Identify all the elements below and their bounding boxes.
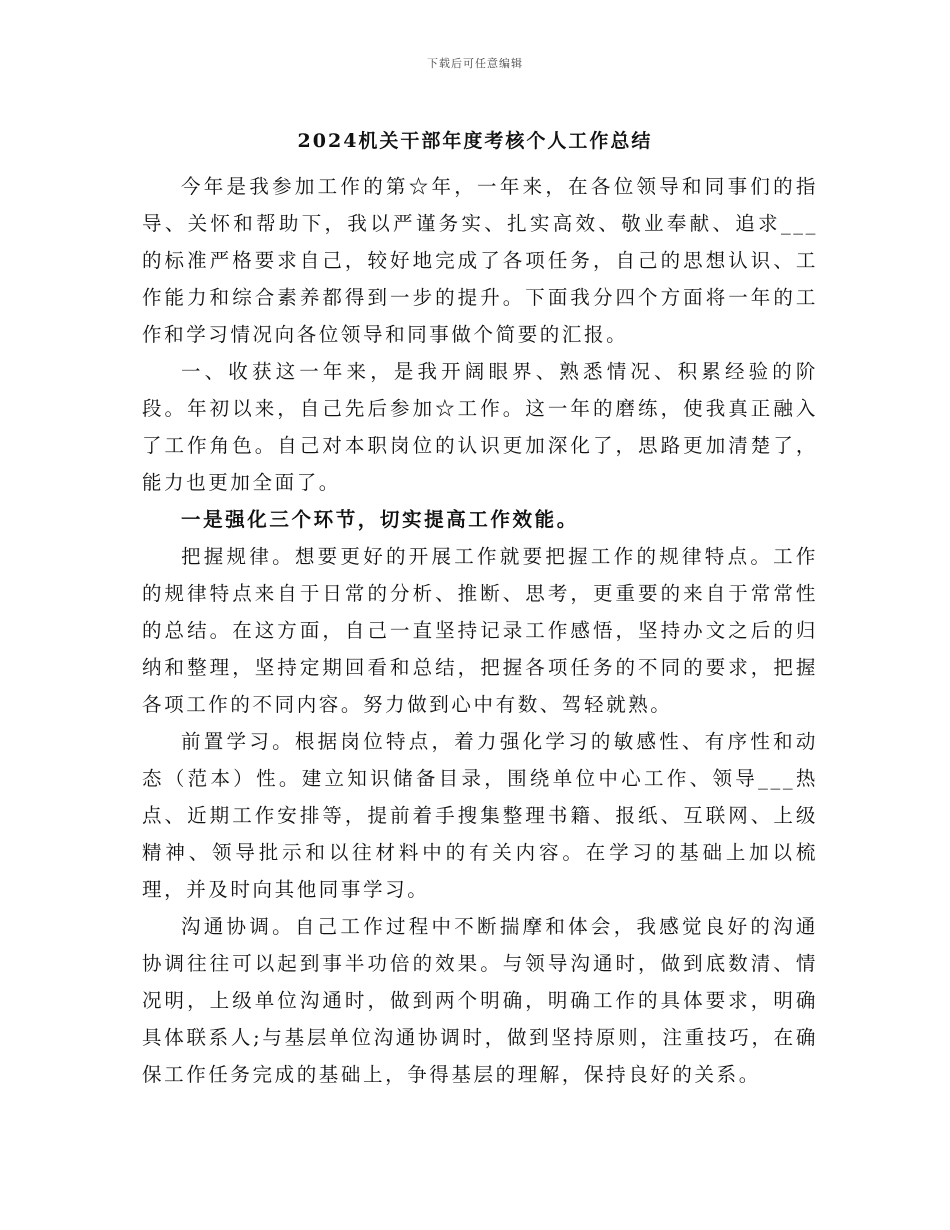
paragraph-grasp-rules: 把握规律。想要更好的开展工作就要把握工作的规律特点。工作的规律特点来自于日常的分析、推断、思考，更重要的来自于常常性的总结。在这方面，自己一直坚持记录工作感悟，坚持办文之后的归纳和整理，坚持定期回看和总结，把握各项任务的不同的要求，把握各项工作的不同内容。努力做到心中有数、驾轻就熟。	[142, 545, 818, 716]
paragraph-harvest: 一、收获这一年来，是我开阔眼界、熟悉情况、积累经验的阶段。年初以来，自己先后参加☆工作。这一年的磨练，使我真正融入了工作角色。自己对本职岗位的认识更加深化了，思路更加清楚了，能力也更加全面了。	[142, 360, 818, 494]
paragraph-advance-learning: 前置学习。根据岗位特点，着力强化学习的敏感性、有序性和动态（范本）性。建立知识储备目录，围绕单位中心工作、领导___热点、近期工作安排等，提前着手搜集整理书籍、报纸、互联网、上级精神、领导批示和以往材料中的有关内容。在学习的基础上加以梳理，并及时向其他同事学习。	[142, 730, 818, 901]
header-note: 下载后可任意编辑	[427, 57, 523, 70]
document-body	[142, 168, 818, 1093]
section-heading: 一是强化三个环节，切实提高工作效能。	[181, 508, 579, 531]
document-title: 2024机关干部年度考核个人工作总结	[297, 130, 653, 152]
paragraph-communication: 沟通协调。自己工作过程中不断揣摩和体会，我感觉良好的沟通协调往往可以起到事半功倍的效果。与领导沟通时，做到底数清、情况明，上级单位沟通时，做到两个明确，明确工作的具体要求，明确具体联系人;与基层单位沟通协调时，做到坚持原则，注重技巧，在确保工作任务完成的基础上，争得基层的理解，保持良好的关系。	[142, 915, 818, 1086]
paragraph-intro: 今年是我参加工作的第☆年，一年来，在各位领导和同事们的指导、关怀和帮助下，我以严谨务实、扎实高效、敬业奉献、追求___的标准严格要求自己，较好地完成了各项任务，自己的思想认识、工作能力和综合素养都得到一步的提升。下面我分四个方面将一年的工作和学习情况向各位领导和同事做个简要的汇报。	[142, 175, 818, 346]
